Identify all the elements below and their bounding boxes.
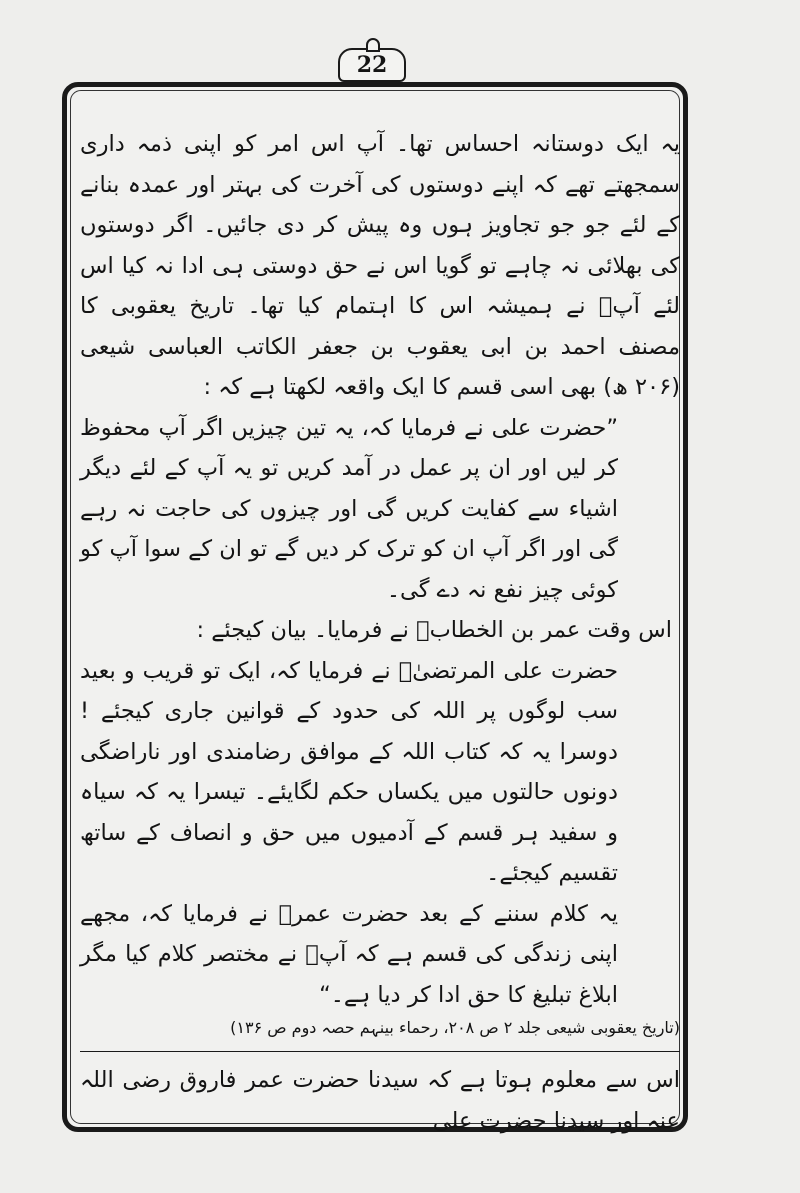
page-body: [80, 124, 680, 1141]
page-number: [338, 48, 406, 82]
quote-paragraph-umar-request: اس وقت عمر بن الخطابؓ نے فرمایا۔ بیان کیجئے :: [196, 617, 672, 643]
footer-divider: [80, 1051, 680, 1052]
quote-paragraph-three-things: ”حضرت علی نے فرمایا کہ، یہ تین چیزیں اگر آپ محفوظ کر لیں اور ان پر عمل در آمد کریں تو یہ آپ کے لئے دیگر اشیاء سے کفایت کریں گی اور چیزوں کی حاجت نہ رہے گی اور اگر آپ ان کو ترک کر دیں گے تو ان کے سوا آپ کو کوئی چیز نفع نہ دے گی۔: [80, 414, 618, 603]
quote-paragraph-umar-response: یہ کلام سننے کے بعد حضرت عمرؓ نے فرمایا کہ، مجھے اپنی زندگی کی قسم ہے کہ آپؓ نے مختصر کلام کیا مگر ابلاغ تبلیغ کا حق ادا کر دیا ہے۔“: [80, 900, 618, 1008]
page-number-text: 22: [356, 52, 388, 78]
footer-line: اس سے معلوم ہوتا ہے کہ سیدنا حضرت عمر فاروق رضی اللہ عنہ اور سیدنا حضرت علی: [80, 1067, 680, 1134]
source-reference: (تاریخ یعقوبی شیعی جلد ۲ ص ۲۰۸، رحماء بینہم حصہ دوم ص ۱۳۶): [230, 1018, 680, 1037]
quote-paragraph-ali-reply: حضرت علی المرتضیٰؓ نے فرمایا کہ، ایک تو قریب و بعید سب لوگوں پر اللہ کی حدود کے قوانین جاری کیجئے ! دوسرا یہ کہ کتاب اللہ کے موافق رضامندی اور ناراضگی دونوں حالتوں میں یکساں حکم لگایئے۔ تیسرا یہ کہ سیاہ و سفید ہر قسم کے آدمیوں میں حق و انصاف کے ساتھ تقسیم کیجئے۔: [80, 657, 618, 886]
intro-paragraph: یہ ایک دوستانہ احساس تھا۔ آپ اس امر کو اپنی ذمہ داری سمجھتے تھے کہ اپنے دوستوں کی آخرت کی بہتر اور عمدہ بنانے کے لئے جو جو تجاویز ہوں وہ پیش کر دی جائیں۔ اگر دوستوں کی بھلائی نہ چاہے تو گویا اس نے حق دوستی ہی ادا نہ کیا اس لئے آپؓ نے ہمیشہ اس کا اہتمام کیا تھا۔ تاریخ یعقوبی کا مصنف احمد بن ابی یعقوب بن جعفر الکاتب العباسی شیعی (۲۰۶ ھ) بھی اسی قسم کا ایک واقعہ لکھتا ہے کہ :: [80, 131, 680, 400]
